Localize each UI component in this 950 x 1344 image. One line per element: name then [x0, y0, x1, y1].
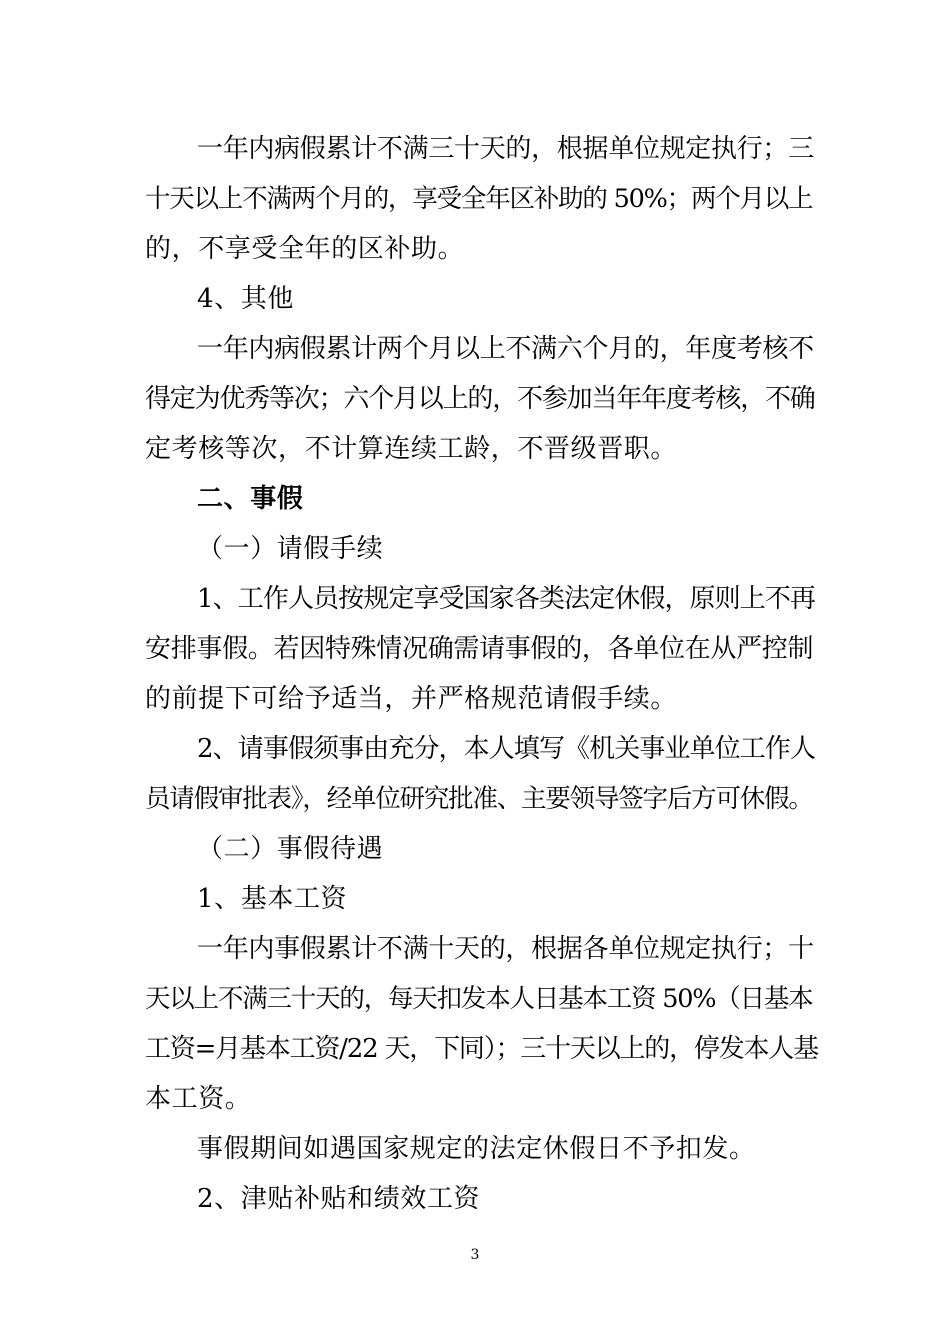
paragraph-procedure-1-line-1: 1、工作人员按规定享受国家各类法定休假，原则上不再 — [197, 584, 816, 614]
paragraph-holiday-exemption: 事假期间如遇国家规定的法定休假日不予扣发。 — [197, 1134, 756, 1164]
paragraph-sick-leave-under-30-days-line-3: 的，不享受全年的区补助。 — [145, 234, 465, 264]
subheading-other: 4、其他 — [197, 284, 294, 314]
paragraph-procedure-2-line-2: 员请假审批表》，经单位研究批准、主要领导签字后方可休假。 — [145, 784, 813, 814]
paragraph-basic-salary-line-1: 一年内事假累计不满十天的，根据各单位规定执行；十 — [197, 934, 814, 964]
subheading-allowances-performance-pay: 2、津贴补贴和绩效工资 — [197, 1184, 481, 1214]
subheading-leave-procedures: （一）请假手续 — [197, 534, 384, 564]
paragraph-procedure-1-line-3: 的前提下可给予适当，并严格规范请假手续。 — [145, 684, 678, 714]
paragraph-sick-leave-under-30-days-line-1: 一年内病假累计不满三十天的，根据单位规定执行；三 — [197, 134, 814, 164]
paragraph-basic-salary-line-2: 天以上不满三十天的，每天扣发本人日基本工资 50%（日基本 — [145, 984, 813, 1014]
paragraph-sick-leave-assessment-line-3: 定考核等次，不计算连续工龄，不晋级晋职。 — [145, 434, 678, 464]
paragraph-procedure-1-line-2: 安排事假。若因特殊情况确需请事假的，各单位在从严控制 — [145, 634, 814, 664]
paragraph-sick-leave-assessment-line-1: 一年内病假累计两个月以上不满六个月的，年度考核不 — [197, 334, 814, 364]
page-number: 3 — [470, 1247, 480, 1263]
paragraph-basic-salary-line-3: 工资=月基本工资/22 天，下同）；三十天以上的，停发本人基 — [145, 1034, 818, 1064]
paragraph-sick-leave-under-30-days-line-2: 十天以上不满两个月的，享受全年区补助的 50%；两个月以上 — [145, 184, 813, 214]
subheading-basic-salary: 1、基本工资 — [197, 884, 348, 914]
paragraph-procedure-2-line-1: 2、请事假须事由充分，本人填写《机关事业单位工作人 — [197, 734, 816, 764]
subheading-leave-treatment: （二）事假待遇 — [197, 834, 384, 864]
paragraph-sick-leave-assessment-line-2: 得定为优秀等次；六个月以上的，不参加当年年度考核，不确 — [145, 384, 815, 414]
section-heading-personal-leave: 二、事假 — [197, 484, 304, 514]
paragraph-basic-salary-line-4: 本工资。 — [145, 1084, 252, 1114]
